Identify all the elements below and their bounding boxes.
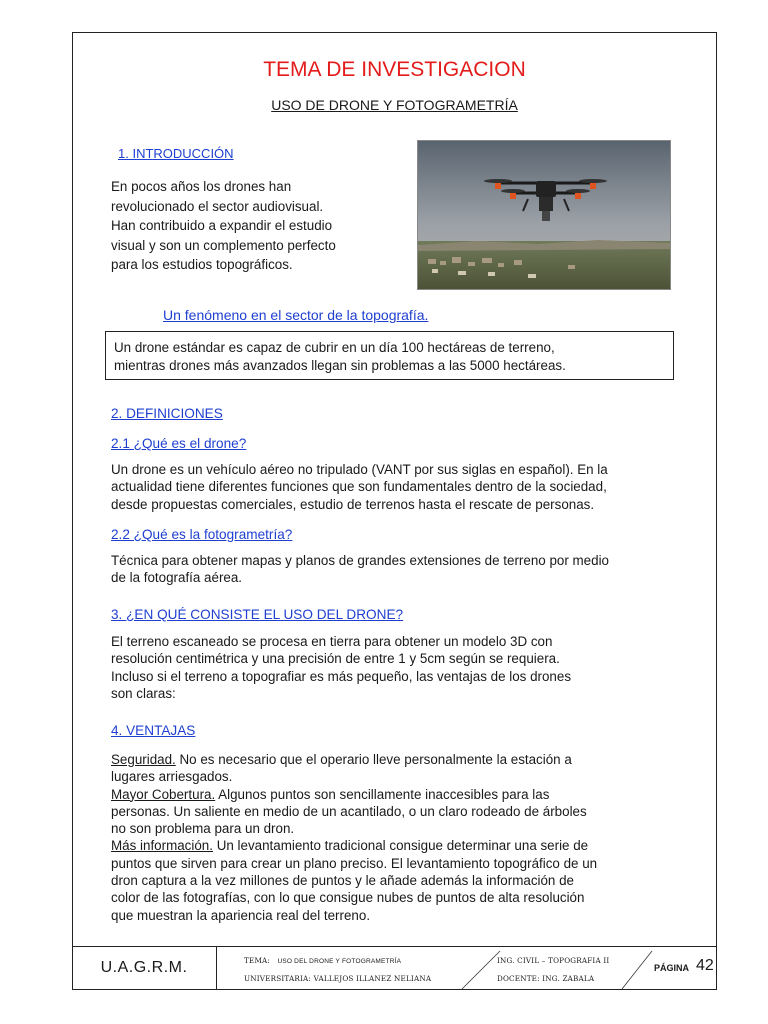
fotogrametria-question[interactable]: 2.2 ¿Qué es la fotogrametría? [111, 527, 293, 542]
page-footer [72, 946, 717, 990]
answer-line: de la fotografía aérea. [111, 570, 243, 586]
document-title: TEMA DE INVESTIGACION [263, 58, 526, 81]
drone-answer [111, 461, 691, 513]
consiste-paragraph [111, 633, 691, 702]
intro-paragraph [111, 177, 401, 275]
seguridad-label: Seguridad. [111, 752, 176, 767]
ventaja-line: que muestran la apariencia real del terreno. [111, 907, 371, 923]
ventaja-informacion [111, 837, 691, 854]
drone-photo [417, 140, 671, 290]
consiste-heading[interactable]: 3. ¿EN QUÉ CONSISTE EL USO DEL DRONE? [111, 607, 404, 622]
ventaja-cobertura [111, 786, 691, 803]
footer-universitaria [244, 974, 431, 983]
definiciones-heading[interactable]: 2. DEFINICIONES [111, 406, 223, 421]
fenomeno-line: Un drone estándar es capaz de cubrir en un día 100 hectáreas de terreno, [114, 340, 555, 355]
fotogrametria-answer [111, 552, 691, 587]
consiste-line: El terreno escaneado se procesa en tierra para obtener un modelo 3D con [111, 634, 553, 649]
seguridad-text: No es necesario que el operario lleve personalmente la estación a [175, 752, 572, 767]
document-subtitle: USO DE DRONE Y FOTOGRAMETRÍA [271, 97, 518, 113]
intro-heading[interactable]: 1. INTRODUCCIÓN [118, 146, 234, 161]
ventaja-line: color de las fotografías, con lo que consigue nubes de puntos de alta resolución [111, 890, 585, 906]
answer-line: actualidad tiene diferentes funciones que son fundamentales dentro de la sociedad, [111, 479, 607, 495]
ventaja-line: lugares arriesgados. [111, 769, 233, 785]
universitaria-label: UNIVERSITARIA: [244, 974, 312, 983]
intro-line: visual y son un complemento perfecto [111, 237, 336, 253]
informacion-text: Un levantamiento tradicional consigue determinar una serie de [212, 838, 589, 854]
ventajas-heading[interactable]: 4. VENTAJAS [111, 723, 196, 738]
docente-label: DOCENTE: [497, 974, 540, 983]
drone-photo-illustration [418, 141, 670, 289]
tema-label: TEMA: [244, 956, 271, 965]
universitaria-value: VALLEJOS ILLANEZ NELIANA [313, 974, 432, 983]
footer-institution: U.A.G.R.M. [100, 959, 188, 976]
docente-value: ING. ZABALA [542, 974, 595, 983]
fenomeno-box [105, 331, 674, 380]
ventaja-line: puntos que sirven para crear un plano preciso. El levantamiento topográfico de un [111, 855, 598, 871]
footer-pagina-label: PÁGINA [654, 963, 690, 973]
consiste-line: resolución centimétrica y una precisión de entre 1 y 5cm según se requiera. [111, 651, 560, 667]
ventaja-seguridad [111, 751, 691, 768]
footer-carrera: ING. CIVIL – TOPOGRAFIA II [497, 956, 610, 965]
cobertura-label: Mayor Cobertura. [111, 786, 216, 802]
answer-line: desde propuestas comerciales, estudio de terrenos hasta el rescate de personas. [111, 496, 595, 512]
ventajas-paragraph [111, 751, 691, 924]
ventaja-line: personas. Un saliente en medio de un acantilado, o un claro rodeado de árboles [111, 803, 587, 819]
answer-line: Un drone es un vehículo aéreo no tripulado (VANT por sus siglas en español). En la [111, 462, 608, 477]
intro-line: En pocos años los drones han [111, 179, 292, 194]
intro-line: revolucionado el sector audiovisual. [111, 198, 324, 214]
drone-question[interactable]: 2.1 ¿Qué es el drone? [111, 436, 247, 451]
consiste-line: Incluso si el terreno a topografiar es más pequeño, las ventajas de los drones [111, 668, 572, 684]
consiste-line: son claras: [111, 685, 176, 701]
cobertura-text: Algunos puntos son sencillamente inaccesibles para las [215, 786, 550, 802]
informacion-label: Más información. [111, 838, 213, 854]
footer-diagonals [452, 947, 672, 991]
ventaja-line: no son problema para un dron. [111, 821, 295, 837]
footer-divider [216, 947, 217, 990]
footer-page-number: 42 [696, 957, 714, 974]
fenomeno-heading[interactable]: Un fenómeno en el sector de la topografía. [163, 307, 429, 323]
ventaja-line: dron captura a la vez millones de puntos y le añade además la información de [111, 873, 574, 889]
intro-line: Han contribuido a expandir el estudio [111, 218, 333, 233]
answer-line: Técnica para obtener mapas y planos de grandes extensiones de terreno por medio [111, 553, 609, 568]
fenomeno-line: mientras drones más avanzados llegan sin problemas a las 5000 hectáreas. [114, 357, 566, 373]
footer-tema [244, 956, 401, 965]
tema-value: USO DEL DRONE Y FOTOGRAMETRÍA [277, 958, 402, 965]
intro-line: para los estudios topográficos. [111, 257, 293, 272]
